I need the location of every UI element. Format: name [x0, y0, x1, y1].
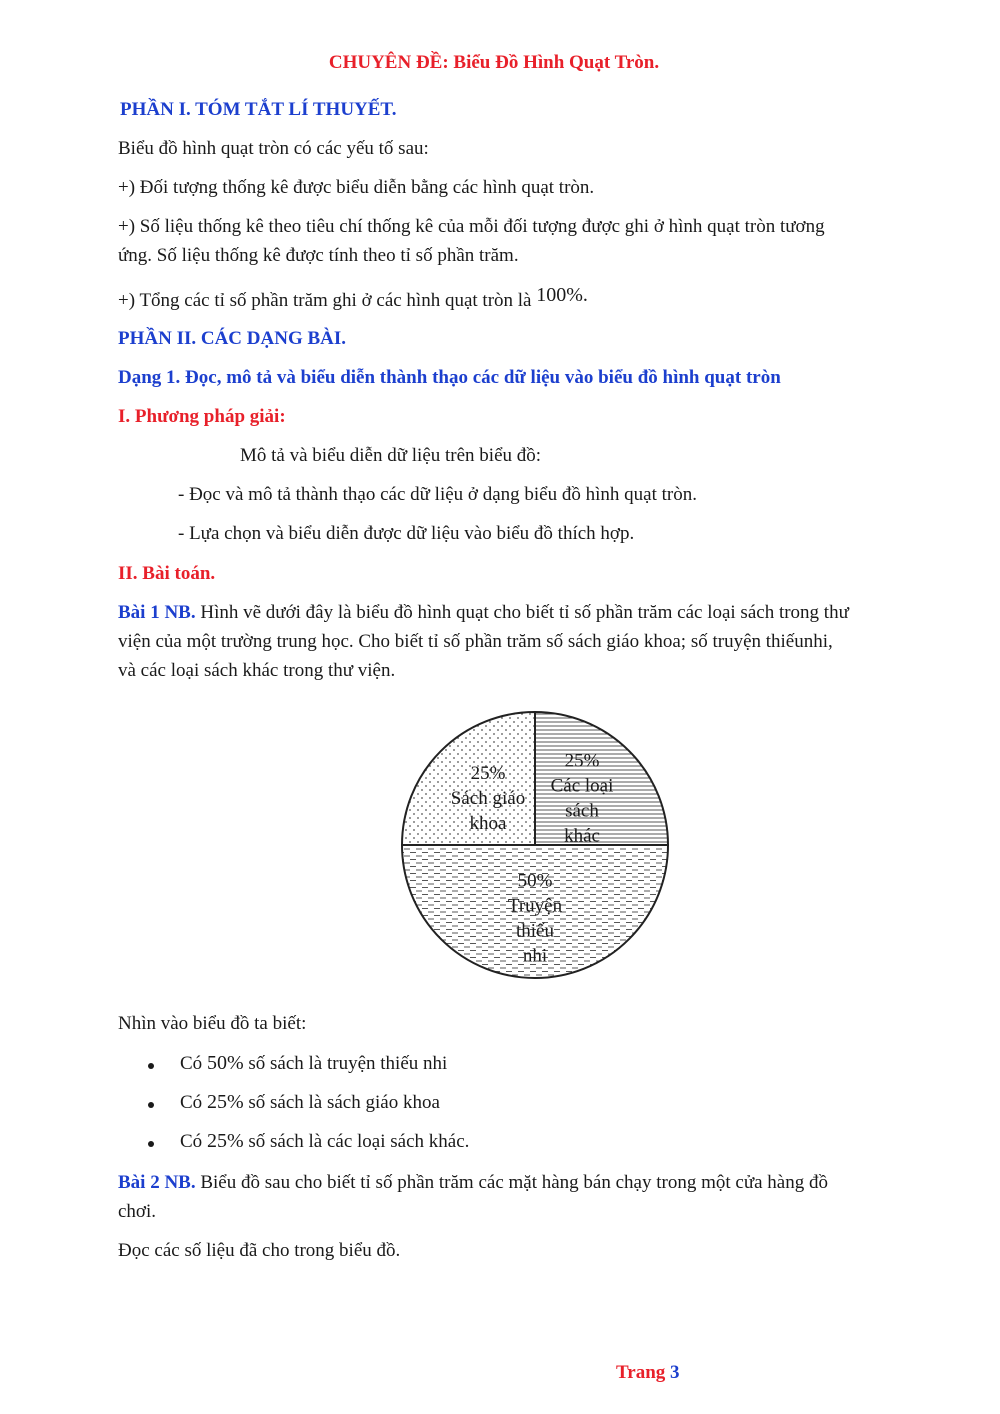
page-number: 3	[670, 1362, 680, 1383]
bullet-2-post: số sách là sách giáo khoa	[243, 1092, 440, 1113]
bai1-line1	[118, 599, 849, 627]
pie-slice-1-name-label: Sách giáo	[450, 788, 526, 809]
bai2-label: Bài 2 NB.	[118, 1172, 196, 1193]
pie-slice-3-name-label: Truyện	[507, 895, 563, 917]
pie-slice-2-name-label: khác	[564, 825, 600, 847]
problems-heading: II. Bài toán.	[118, 563, 216, 584]
bullet-1-pre: Có	[180, 1053, 207, 1074]
bullet-1-value: 50%	[206, 1052, 244, 1074]
document-title: CHUYÊN ĐỀ: Biểu Đồ Hình Quạt Tròn.	[328, 52, 660, 73]
pie-chart	[380, 700, 690, 990]
pie-slice-3-name-label: nhi	[522, 945, 548, 967]
bullet-2-value: 25%	[206, 1091, 244, 1113]
method-item2: - Lựa chọn và biểu diễn được dữ liệu vào biểu đồ thích hợp.	[178, 523, 635, 544]
pie-slice-2-name-label: Các loại	[550, 775, 614, 797]
footer-label: Trang	[616, 1362, 666, 1383]
bai1-line3: và các loại sách khác trong thư viện.	[118, 660, 396, 681]
bullet-item-3	[180, 1127, 469, 1156]
pie-slice-1-percent-label: 25%	[470, 763, 506, 784]
bai2-line2: chơi.	[118, 1201, 157, 1222]
bullet-dot-1	[148, 1063, 154, 1069]
part1-intro: Biểu đồ hình quạt tròn có các yếu tố sau:	[118, 138, 429, 159]
observe-intro: Nhìn vào biểu đồ ta biết:	[118, 1013, 307, 1034]
bullet-3-post: số sách là các loại sách khác.	[243, 1131, 470, 1152]
bai1-line2: viện của một trường trung học. Cho biết tỉ số phần trăm số sách giáo khoa; số truyện thiếunhi,	[118, 631, 833, 652]
pie-slice-2-percent-label: 25%	[564, 750, 600, 772]
pie-slice-3-name-label: thiếu	[516, 920, 554, 942]
method-item1: - Đọc và mô tả thành thạo các dữ liệu ở dạng biểu đồ hình quạt tròn.	[178, 484, 697, 505]
pie-slice-3-percent-label: 50%	[517, 870, 553, 892]
part1-item3	[118, 286, 588, 315]
bullet-item-2	[180, 1088, 440, 1117]
part1-heading: PHẦN I. TÓM TẮT LÍ THUYẾT.	[120, 99, 397, 120]
method-intro: Mô tả và biểu diễn dữ liệu trên biểu đồ:	[240, 445, 542, 466]
part1-item2-line2: ứng. Số liệu thống kê được tính theo tỉ số phần trăm.	[118, 245, 519, 266]
bai1-text: Hình vẽ dưới đây là biểu đồ hình quạt cho biết tỉ số phần trăm các loại sách trong thư	[195, 602, 849, 623]
bullet-dot-3	[148, 1141, 154, 1147]
bai2-line1	[118, 1169, 828, 1197]
bullet-item-1	[180, 1049, 447, 1078]
part1-item3-value: 100%.	[536, 284, 588, 306]
part1-item3-text: +) Tổng các tỉ số phần trăm ghi ở các hình quạt tròn là	[118, 290, 537, 311]
part1-item1: +) Đối tượng thống kê được biểu diễn bằng các hình quạt tròn.	[118, 177, 595, 198]
pie-slice-1-name-label: khoa	[469, 813, 507, 834]
pie-slice-2-name-label: sách	[565, 800, 599, 822]
bai1-label: Bài 1 NB.	[118, 602, 196, 623]
bai2-text: Biểu đồ sau cho biết tỉ số phần trăm các mặt hàng bán chạy trong một cửa hàng đồ	[195, 1172, 828, 1193]
part2-heading: PHẦN II. CÁC DẠNG BÀI.	[118, 328, 347, 349]
pie-slice-1	[402, 712, 535, 845]
bullet-1-post: số sách là truyện thiếu nhi	[243, 1053, 448, 1074]
bullet-3-pre: Có	[180, 1131, 207, 1152]
dang1-heading: Dạng 1. Đọc, mô tả và biểu diễn thành thạo các dữ liệu vào biểu đồ hình quạt tròn	[118, 367, 781, 388]
bai2-task: Đọc các số liệu đã cho trong biểu đồ.	[118, 1240, 401, 1261]
bullet-2-pre: Có	[180, 1092, 207, 1113]
bullet-dot-2	[148, 1102, 154, 1108]
part1-item2-line1: +) Số liệu thống kê theo tiêu chí thống kê của mỗi đối tượng được ghi ở hình quạt tròn tương	[118, 216, 825, 237]
method-heading: I. Phương pháp giải:	[118, 406, 286, 427]
bullet-3-value: 25%	[206, 1130, 244, 1152]
page-footer	[616, 1362, 680, 1384]
